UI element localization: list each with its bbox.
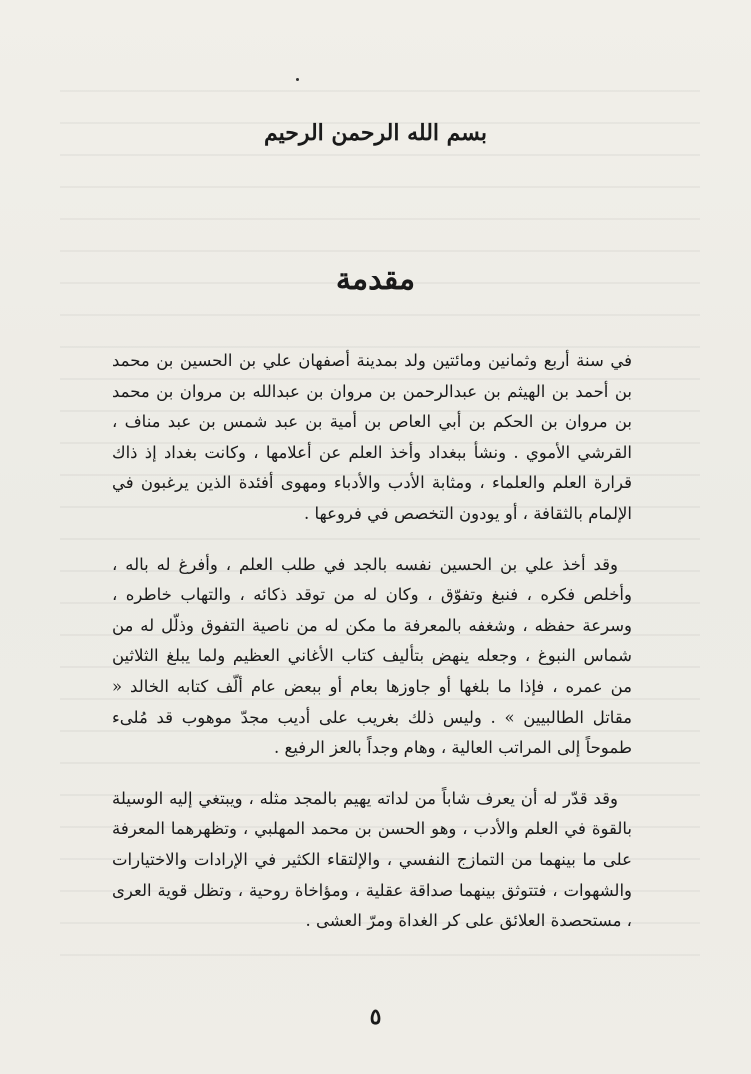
page-number: ٥ bbox=[369, 1004, 382, 1030]
chapter-heading: مقدمة bbox=[335, 262, 416, 297]
paragraph-3: وقد قدّر له أن يعرف شاباً من لداته يهيم بالمجد مثله ، ويبتغي إليه الوسيلة بالقوة في العلم والأدب ، وهو الحسن بن محمد المهلبي ، وتظهرهما المعرفة على ما بينهما من التمازج النفسي ، والإلتقاء الكثير في الإرادات والاختيارات والشهوات ، فتتوثق بينهما صداقة عقلية ، ومؤاخاة روحية ، وتظل قوية العرى ، مستحصدة العلائق على كر الغداة ومرّ العشى . bbox=[112, 788, 632, 931]
paragraph-1: في سنة أربع وثمانين ومائتين ولد بمدينة أصفهان علي بن الحسين بن محمد بن أحمد بن الهيثم بن عبدالرحمن بن مروان بن عبدالله بن مروان بن محمد بن مروان بن الحكم بن أبي العاص بن أمية بن عبد شمس بن عبد مناف ، القرشي الأموي . ونشأ ببغداد وأخذ العلم عن أعلامها ، وكانت بغداد إذ ذاك قرارة العلم والعلماء ، ومثابة الأدب والأدباء ومهوى أفئدة الذين يرغبون في الإلمام بالثقافة ، أو يودون التخصص في فروعها . bbox=[112, 351, 632, 523]
body-text bbox=[112, 346, 632, 937]
basmala: بسم الله الرحمن الرحيم bbox=[263, 120, 488, 146]
ink-dot bbox=[296, 78, 299, 81]
paragraph-2: وقد أخذ علي بن الحسين نفسه بالجد في طلب العلم ، وأفرغ له باله ، وأخلص فكره ، فنبغ وتفوّق ، وكان له من توقد ذكائه ، والتهاب خاطره ، وسرعة حفظه ، وشغفه بالمعرفة ما مكن له من ناصية التفوق وذلّل له من شماس النبوغ ، وجعله ينهض بتأليف كتاب الأغاني العظيم ولما يبلغ الثلاثين من عمره ، فإذا ما بلغها أو جاوزها بعام أو ببعض عام ألّف كتابه الخالد « مقاتل الطالبيين » . وليس ذلك بغريب على أديب مجدّ موهوب قد مُلىء طموحاً إلى المراتب العالية ، وهام وجداً بالعز الرفيع . bbox=[112, 554, 632, 758]
